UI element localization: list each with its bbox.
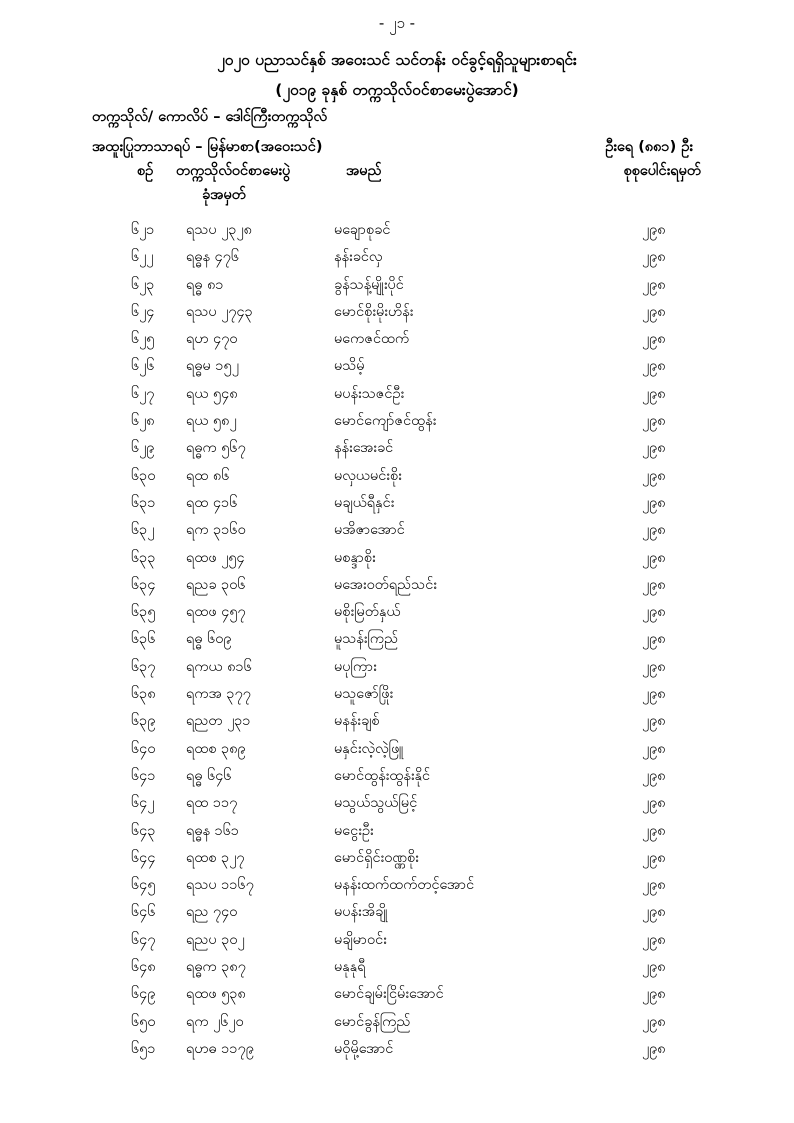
row-number: ၆၂၄ [131,303,155,320]
table-row [0,467,794,494]
row-roll-number: ရညခ ၃၀၆ [186,576,246,593]
row-number: ၆၃၆ [131,631,156,648]
row-roll-number: ရကယ ၈၁၆ [186,658,252,675]
table-row [0,658,794,685]
row-number: ၆၅၁ [131,1040,156,1057]
row-total-marks: ၂၉၈ [642,904,666,921]
row-total-marks: ၂၉၈ [642,576,666,593]
row-roll-number: ရညပ ၃၀၂ [186,931,245,948]
row-number: ၆၂၁ [131,222,155,238]
row-number: ၆၃၀ [131,467,156,484]
row-total-marks: ၂၉၈ [642,222,666,238]
table-row [0,248,794,275]
table-row [0,549,794,576]
row-roll-number: ရဓ္ဓ ၆၀၉ [186,631,232,648]
row-roll-number: ရထ ၈၆ [186,467,230,484]
row-total-marks: ၂၉၈ [642,1040,666,1057]
row-total-marks: ၂၉၈ [642,467,666,484]
row-name: မလှယမင်းစိုး [334,467,402,484]
row-roll-number: ရဓ္ဓ ၆၄၆ [186,767,232,784]
row-number: ၆၃၃ [131,549,156,566]
row-name: မသူဇော်ဖြိုး [334,686,394,703]
row-roll-number: ရသပ ၂၃၂၈ [186,222,252,238]
row-total-marks: ၂၉၈ [642,658,666,675]
page-number: - ၂၁ - [378,14,416,32]
row-total-marks: ၂၉၈ [642,822,666,839]
table-row [0,630,794,657]
row-roll-number: ရသပ ၂၇၄၃ [186,303,253,320]
row-name: နန်းခင်လှ [334,249,383,266]
row-name: မောင်ထွန်းထွန်းနိုင် [334,767,431,784]
row-number: ၆၂၂ [131,249,154,266]
table-row [0,357,794,384]
row-number: ၆၃၄ [131,576,156,593]
total-count: ဦးရေ (၈၈၁) ဦး [605,139,693,155]
table-row [0,985,794,1012]
row-name: နန်းအေးခင် [334,440,394,457]
row-name: မကေဇင်ထက် [334,331,410,348]
row-roll-number: ရဓ္ဓမ ၁၅၂ [186,358,239,375]
row-total-marks: ၂၉၈ [642,604,666,621]
row-total-marks: ၂၉၈ [642,795,666,812]
row-total-marks: ၂၉၈ [642,385,666,402]
row-total-marks: ၂၉၈ [642,686,666,703]
row-name: မအေးဝတ်ရည်သင်း [334,576,437,593]
row-number: ၆၃၂ [131,522,155,539]
header-roll-number-line-2: ခုံအမှတ် [202,187,246,203]
row-name: မသွယ်သွယ်မြင့် [334,795,418,812]
row-name: မနန်းချစ် [334,713,380,730]
row-number: ၆၄၁ [131,767,156,784]
table-row [0,1013,794,1040]
row-number: ၆၂၇ [131,385,155,402]
row-roll-number: ရယ ၅၈၂ [186,413,237,430]
row-name: ခွန်သန့်မျိုးပိုင် [334,276,404,293]
row-total-marks: ၂၉၈ [642,767,666,784]
row-roll-number: ရထစ ၃၂၇ [186,849,245,866]
row-roll-number: ရဓ္ဓက ၅၆၇ [186,440,246,457]
row-number: ၆၅၀ [131,1013,156,1030]
row-total-marks: ၂၉၈ [642,303,666,320]
row-roll-number: ရဟဓ ၁၁၇၉ [186,1040,254,1057]
table-row [0,330,794,357]
row-roll-number: ရဓ္ဓ ၈၁ [186,276,224,293]
header-roll-number: တက္ကသိုလ်ဝင်စာမေးပွဲ [176,163,291,179]
row-total-marks: ၂၉၈ [642,986,666,1003]
table-row [0,822,794,849]
row-roll-number: ရဟ ၄၇၀ [186,331,238,348]
row-roll-number: ရက ၂၆၂၀ [186,1013,244,1030]
header-total-marks: စုစုပေါင်းရမှတ် [623,163,701,179]
table-row [0,740,794,767]
table-row [0,412,794,439]
row-roll-number: ရထဖ ၂၅၄ [186,549,245,566]
row-total-marks: ၂၉၈ [642,440,666,457]
row-name: မပန်းသဇင်ဦး [334,385,405,402]
university-line: တက္ကသိုလ်/ ကောလိပ် – ဒေါင်ကြီးတက္ကသိုလ် [92,109,328,125]
row-number: ၆၂၉ [131,440,155,457]
row-number: ၆၄၅ [131,877,156,894]
student-list [0,221,794,1067]
row-total-marks: ၂၉၈ [642,959,666,976]
row-name: မူသန်းကြည် [334,631,399,648]
row-name: မချယ်ရီနှင်း [334,494,395,511]
table-row [0,767,794,794]
document-subtitle: (၂၀၁၉ ခုနှစ် တက္ကသိုလ်ဝင်စာမေးပွဲအောင်) [275,81,519,99]
row-name: မနန်းထက်ထက်တင့်အောင် [334,877,475,894]
row-name: မစိုးမြတ်နှယ် [334,604,401,621]
table-row [0,603,794,630]
row-number: ၆၂၃ [131,276,155,293]
row-name: မနှင်းလဲ့လဲ့ဖြူ [334,740,404,757]
row-name: မောင်ကျော်ဇင်ထွန်း [334,413,437,430]
table-row [0,794,794,821]
row-name: မချောစုခင် [334,222,391,238]
row-number: ၆၄၈ [131,959,156,976]
row-number: ၆၃၉ [131,713,156,730]
row-total-marks: ၂၉၈ [642,631,666,648]
row-number: ၆၂၅ [131,331,155,348]
row-roll-number: ရထစ ၃၈၉ [186,740,246,757]
table-row [0,958,794,985]
row-number: ၆၃၇ [131,658,156,675]
row-roll-number: ရဓ္ဓန ၁၆၁ [186,822,240,839]
row-name: မဝိုမို့အောင် [334,1040,394,1057]
row-total-marks: ၂၉၈ [642,413,666,430]
row-number: ၆၄၆ [131,904,156,921]
row-total-marks: ၂၉၈ [642,549,666,566]
table-row [0,494,794,521]
row-total-marks: ၂၉၈ [642,522,666,539]
row-total-marks: ၂၉၈ [642,877,666,894]
row-total-marks: ၂၉၈ [642,249,666,266]
table-row [0,576,794,603]
row-roll-number: ရသပ ၁၁၆၇ [186,877,254,894]
row-name: မောင်ခွန်ကြည် [334,1013,411,1030]
row-name: မနုနုရီ [334,959,366,976]
table-row [0,221,794,248]
row-number: ၆၂၈ [131,413,155,430]
row-name: မစန္ဒာစိုး [334,549,376,566]
row-number: ၆၄၉ [131,986,156,1003]
row-number: ၆၄၄ [131,849,156,866]
table-row [0,931,794,958]
row-roll-number: ရထ ၄၁၆ [186,494,238,511]
row-roll-number: ရထ ၁၁၇ [186,795,238,812]
row-roll-number: ရထဖ ၅၃၈ [186,986,246,1003]
row-name: မောင်ရှိင်းဝဏ္ဏစိုး [334,849,419,866]
row-name: မသိမ့် [334,358,365,375]
row-name: မောင်စိုးမိုးဟိန်း [334,303,414,320]
row-roll-number: ရဓ္ဓန ၄၇၆ [186,249,240,266]
table-row [0,385,794,412]
row-total-marks: ၂၉၈ [642,494,666,511]
table-row [0,439,794,466]
table-row [0,903,794,930]
row-roll-number: ရထဖ ၄၅၇ [186,604,246,621]
row-name: မပုကြား [334,658,377,675]
table-row [0,876,794,903]
row-number: ၆၂၆ [131,358,155,375]
row-number: ၆၄၀ [131,740,156,757]
row-name: မောင်ချမ်းငြိမ်းအောင် [334,986,444,1003]
row-number: ၆၄၇ [131,931,156,948]
row-name: မချိမာဝင်း [334,931,387,948]
row-roll-number: ရည ၇၄၀ [186,904,238,921]
row-total-marks: ၂၉၈ [642,358,666,375]
header-name: အမည် [346,163,382,179]
row-name: မအိဇာအောင် [334,522,405,539]
row-number: ၆၃၈ [131,686,156,703]
document-title: ၂၀၂၀ ပညာသင်နှစ် အဝေးသင် သင်တန်း ဝင်ခွင့်ရရှိသူများစာရင်း [217,51,577,69]
row-number: ၆၄၂ [131,795,155,812]
row-total-marks: ၂၉၈ [642,1013,666,1030]
row-name: မပန်းအိချို [334,904,388,921]
row-total-marks: ၂၉၈ [642,713,666,730]
table-row [0,685,794,712]
table-row [0,712,794,739]
row-total-marks: ၂၉၈ [642,931,666,948]
row-roll-number: ရယ ၅၄၈ [186,385,238,402]
table-row [0,276,794,303]
row-total-marks: ၂၉၈ [642,740,666,757]
subject-line: အထူးပြုဘာသာရပ် – မြန်မာစာ(အဝေးသင်) [92,139,323,155]
row-roll-number: ရညတ ၂၃၁ [186,713,251,730]
table-row [0,849,794,876]
table-row [0,521,794,548]
row-number: ၆၄၃ [131,822,156,839]
row-number: ၆၃၁ [131,494,156,511]
row-total-marks: ၂၉၈ [642,331,666,348]
row-number: ၆၃၅ [131,604,156,621]
row-name: မငွေးဦး [334,822,374,839]
table-row [0,1040,794,1067]
row-total-marks: ၂၉၈ [642,276,666,293]
header-no: စဉ် [137,163,154,179]
row-total-marks: ၂၉၈ [642,849,666,866]
table-row [0,303,794,330]
row-roll-number: ရက ၃၁၆၀ [186,522,246,539]
row-roll-number: ရကအ ၃၇၇ [186,686,251,703]
row-roll-number: ရဓ္ဓက ၃၈၇ [186,959,246,976]
